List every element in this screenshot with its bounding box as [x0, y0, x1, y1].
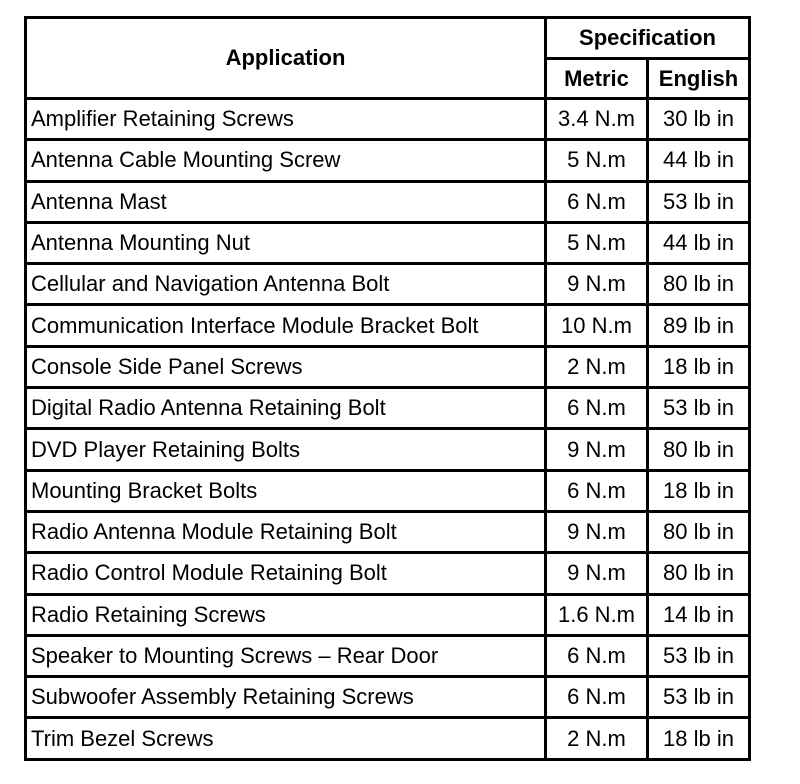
application-cell: Antenna Mounting Nut — [26, 222, 546, 263]
table-body — [26, 99, 750, 760]
english-cell: 80 lb in — [648, 264, 750, 305]
english-cell: 80 lb in — [648, 429, 750, 470]
table-row — [26, 388, 750, 429]
english-cell: 53 lb in — [648, 388, 750, 429]
metric-cell: 3.4 N.m — [546, 99, 648, 140]
table-row — [26, 677, 750, 718]
metric-cell: 6 N.m — [546, 635, 648, 676]
metric-cell: 9 N.m — [546, 511, 648, 552]
english-cell: 18 lb in — [648, 470, 750, 511]
metric-cell: 6 N.m — [546, 388, 648, 429]
table-row — [26, 511, 750, 552]
english-cell: 18 lb in — [648, 718, 750, 759]
metric-cell: 6 N.m — [546, 470, 648, 511]
english-header: English — [648, 59, 750, 99]
english-cell: 53 lb in — [648, 635, 750, 676]
table-row — [26, 429, 750, 470]
application-cell: Antenna Cable Mounting Screw — [26, 140, 546, 181]
application-cell: Console Side Panel Screws — [26, 346, 546, 387]
metric-cell: 2 N.m — [546, 346, 648, 387]
english-cell: 14 lb in — [648, 594, 750, 635]
english-cell: 53 lb in — [648, 181, 750, 222]
torque-spec-table — [24, 16, 751, 761]
application-cell: Radio Retaining Screws — [26, 594, 546, 635]
metric-cell: 6 N.m — [546, 677, 648, 718]
english-cell: 44 lb in — [648, 222, 750, 263]
table-row — [26, 346, 750, 387]
table-row — [26, 553, 750, 594]
application-cell: Digital Radio Antenna Retaining Bolt — [26, 388, 546, 429]
metric-cell: 2 N.m — [546, 718, 648, 759]
english-cell: 89 lb in — [648, 305, 750, 346]
application-header: Application — [26, 18, 546, 99]
metric-cell: 9 N.m — [546, 429, 648, 470]
application-cell: Antenna Mast — [26, 181, 546, 222]
table-row — [26, 222, 750, 263]
table-header — [26, 18, 750, 99]
application-cell: Radio Control Module Retaining Bolt — [26, 553, 546, 594]
application-cell: Cellular and Navigation Antenna Bolt — [26, 264, 546, 305]
metric-cell: 6 N.m — [546, 181, 648, 222]
application-cell: DVD Player Retaining Bolts — [26, 429, 546, 470]
english-cell: 44 lb in — [648, 140, 750, 181]
application-cell: Communication Interface Module Bracket Bolt — [26, 305, 546, 346]
metric-cell: 9 N.m — [546, 553, 648, 594]
metric-cell: 1.6 N.m — [546, 594, 648, 635]
table-row — [26, 718, 750, 759]
application-cell: Amplifier Retaining Screws — [26, 99, 546, 140]
table-row — [26, 635, 750, 676]
table-row — [26, 140, 750, 181]
metric-cell: 9 N.m — [546, 264, 648, 305]
table-row — [26, 99, 750, 140]
metric-cell: 5 N.m — [546, 222, 648, 263]
application-cell: Trim Bezel Screws — [26, 718, 546, 759]
application-cell: Speaker to Mounting Screws – Rear Door — [26, 635, 546, 676]
english-cell: 18 lb in — [648, 346, 750, 387]
application-cell: Radio Antenna Module Retaining Bolt — [26, 511, 546, 552]
english-cell: 30 lb in — [648, 99, 750, 140]
english-cell: 80 lb in — [648, 511, 750, 552]
metric-header: Metric — [546, 59, 648, 99]
metric-cell: 5 N.m — [546, 140, 648, 181]
table-row — [26, 181, 750, 222]
header-row-top — [26, 18, 750, 59]
application-cell: Mounting Bracket Bolts — [26, 470, 546, 511]
metric-cell: 10 N.m — [546, 305, 648, 346]
table-row — [26, 594, 750, 635]
english-cell: 80 lb in — [648, 553, 750, 594]
table-row — [26, 470, 750, 511]
table-row — [26, 264, 750, 305]
specification-header: Specification — [546, 18, 750, 59]
table-row — [26, 305, 750, 346]
application-cell: Subwoofer Assembly Retaining Screws — [26, 677, 546, 718]
english-cell: 53 lb in — [648, 677, 750, 718]
